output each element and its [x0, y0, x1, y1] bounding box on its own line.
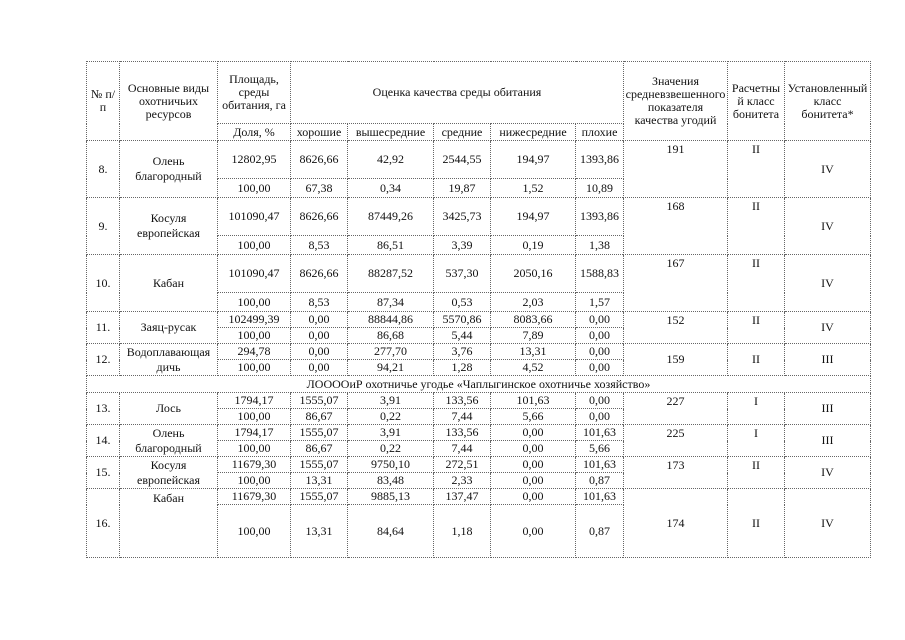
table-row	[87, 198, 871, 236]
cell-above: 87449,26	[348, 198, 434, 236]
cell-share-mid: 7,44	[434, 409, 491, 425]
cell-above: 9750,10	[348, 457, 434, 473]
cell-mean: 174	[624, 489, 728, 558]
cell-calc-class: II	[728, 255, 785, 312]
cell-bad: 101,63	[576, 457, 624, 473]
cell-mid: 3425,73	[434, 198, 491, 236]
col-mean-header: Значения средневзвешенного показателя качества угодий	[624, 62, 728, 141]
cell-area: 294,78	[218, 344, 291, 360]
cell-share-below: 0,00	[491, 505, 576, 558]
cell-share-good: 0,00	[291, 328, 348, 344]
cell-area: 11679,30	[218, 489, 291, 505]
table-row	[87, 255, 871, 293]
cell-bad: 101,63	[576, 489, 624, 505]
cell-share-mid: 0,53	[434, 293, 491, 312]
cell-good: 1555,07	[291, 425, 348, 441]
cell-above: 277,70	[348, 344, 434, 360]
cell-share: 100,00	[218, 473, 291, 489]
row-num: 16.	[87, 489, 120, 558]
table-row	[87, 457, 871, 473]
cell-share-good: 8,53	[291, 293, 348, 312]
cell-area: 1794,17	[218, 393, 291, 409]
col-bad-header: плохие	[576, 124, 624, 141]
cell-share-below: 4,52	[491, 360, 576, 376]
cell-share-bad: 5,66	[576, 441, 624, 457]
row-resource: Водоплавающая дичь	[120, 344, 218, 376]
cell-share-above: 84,64	[348, 505, 434, 558]
cell-calc-class: II	[728, 489, 785, 558]
cell-below: 101,63	[491, 393, 576, 409]
cell-share-bad: 0,87	[576, 505, 624, 558]
cell-share-mid: 1,28	[434, 360, 491, 376]
cell-area: 101090,47	[218, 198, 291, 236]
cell-set-class: IV	[785, 198, 871, 255]
cell-set-class: IV	[785, 141, 871, 198]
table-row	[87, 393, 871, 409]
cell-area: 11679,30	[218, 457, 291, 473]
row-resource: Кабан	[120, 489, 218, 558]
cell-set-class: IV	[785, 312, 871, 344]
cell-share-below: 5,66	[491, 409, 576, 425]
cell-share-good: 0,00	[291, 360, 348, 376]
cell-share: 100,00	[218, 328, 291, 344]
cell-bad: 0,00	[576, 393, 624, 409]
cell-set-class: III	[785, 425, 871, 457]
cell-set-class: III	[785, 344, 871, 376]
cell-area: 1794,17	[218, 425, 291, 441]
col-good-header: хорошие	[291, 124, 348, 141]
col-set-class-header: Установленный класс бонитета*	[785, 62, 871, 141]
cell-share-bad: 0,00	[576, 360, 624, 376]
cell-calc-class: I	[728, 393, 785, 425]
cell-below: 194,97	[491, 198, 576, 236]
col-resource-header: Основные виды охотничьих ресурсов	[120, 62, 218, 141]
cell-good: 0,00	[291, 312, 348, 328]
cell-below: 0,00	[491, 425, 576, 441]
col-area-header: Площадь, среды обитания, га	[218, 62, 291, 124]
cell-share-below: 0,19	[491, 236, 576, 255]
row-resource: Лось	[120, 393, 218, 425]
row-num: 14.	[87, 425, 120, 457]
cell-share-below: 0,00	[491, 441, 576, 457]
cell-set-class: III	[785, 393, 871, 425]
cell-mid: 5570,86	[434, 312, 491, 328]
cell-good: 0,00	[291, 344, 348, 360]
row-resource: Олень благородный	[120, 141, 218, 198]
cell-calc-class: II	[728, 344, 785, 376]
cell-share-bad: 0,00	[576, 328, 624, 344]
cell-share: 100,00	[218, 409, 291, 425]
cell-share: 100,00	[218, 179, 291, 198]
row-num: 11.	[87, 312, 120, 344]
cell-share-good: 86,67	[291, 409, 348, 425]
table-row	[87, 425, 871, 441]
cell-bad: 0,00	[576, 344, 624, 360]
cell-bad: 101,63	[576, 425, 624, 441]
cell-mid: 272,51	[434, 457, 491, 473]
cell-share-mid: 7,44	[434, 441, 491, 457]
cell-share-mid: 19,87	[434, 179, 491, 198]
col-mid-header: средние	[434, 124, 491, 141]
cell-share-below: 1,52	[491, 179, 576, 198]
cell-mean: 167	[624, 255, 728, 312]
cell-share: 100,00	[218, 505, 291, 558]
col-num-header: № п/п	[87, 62, 120, 141]
row-num: 9.	[87, 198, 120, 255]
cell-above: 3,91	[348, 425, 434, 441]
col-calc-class-header: Расчетный класс бонитета	[728, 62, 785, 141]
cell-share-above: 86,51	[348, 236, 434, 255]
cell-bad: 0,00	[576, 312, 624, 328]
cell-good: 1555,07	[291, 457, 348, 473]
cell-below: 0,00	[491, 457, 576, 473]
cell-calc-class: I	[728, 425, 785, 457]
cell-good: 8626,66	[291, 255, 348, 293]
cell-share-bad: 1,38	[576, 236, 624, 255]
cell-mean: 173	[624, 457, 728, 489]
habitat-quality-table	[86, 61, 871, 558]
cell-share-below: 0,00	[491, 473, 576, 489]
row-num: 15.	[87, 457, 120, 489]
cell-share: 100,00	[218, 236, 291, 255]
cell-bad: 1393,86	[576, 141, 624, 179]
cell-mean: 168	[624, 198, 728, 255]
cell-share-above: 83,48	[348, 473, 434, 489]
cell-mid: 537,30	[434, 255, 491, 293]
cell-share-good: 13,31	[291, 505, 348, 558]
cell-above: 88844,86	[348, 312, 434, 328]
row-resource: Косуля европейская	[120, 457, 218, 489]
cell-calc-class: II	[728, 457, 785, 489]
cell-share-bad: 1,57	[576, 293, 624, 312]
cell-mean: 159	[624, 344, 728, 376]
row-resource: Косуля европейская	[120, 198, 218, 255]
cell-share-above: 0,22	[348, 409, 434, 425]
col-below-header: нижесредние	[491, 124, 576, 141]
col-quality-header: Оценка качества среды обитания	[291, 62, 624, 124]
cell-mean: 227	[624, 393, 728, 425]
cell-good: 8626,66	[291, 198, 348, 236]
table-row	[87, 489, 871, 505]
cell-good: 1555,07	[291, 489, 348, 505]
cell-above: 3,91	[348, 393, 434, 409]
cell-share-below: 2,03	[491, 293, 576, 312]
cell-share-above: 0,22	[348, 441, 434, 457]
cell-bad: 1393,86	[576, 198, 624, 236]
row-resource: Заяц-русак	[120, 312, 218, 344]
row-num: 13.	[87, 393, 120, 425]
row-resource: Кабан	[120, 255, 218, 312]
cell-share-mid: 3,39	[434, 236, 491, 255]
section-title: ЛООООиР охотничье угодье «Чаплыгинское охотничье хозяйство»	[87, 376, 871, 393]
cell-calc-class: II	[728, 141, 785, 198]
cell-area: 102499,39	[218, 312, 291, 328]
table-row	[87, 312, 871, 328]
col-share-header: Доля, %	[218, 124, 291, 141]
cell-share-mid: 2,33	[434, 473, 491, 489]
cell-share-bad: 10,89	[576, 179, 624, 198]
cell-share-above: 87,34	[348, 293, 434, 312]
cell-share: 100,00	[218, 360, 291, 376]
cell-above: 42,92	[348, 141, 434, 179]
cell-share-above: 0,34	[348, 179, 434, 198]
cell-mean: 225	[624, 425, 728, 457]
cell-calc-class: II	[728, 312, 785, 344]
cell-share-mid: 5,44	[434, 328, 491, 344]
cell-share: 100,00	[218, 293, 291, 312]
cell-share-good: 8,53	[291, 236, 348, 255]
table-row	[87, 344, 871, 360]
cell-set-class: IV	[785, 457, 871, 489]
cell-above: 88287,52	[348, 255, 434, 293]
cell-share-above: 94,21	[348, 360, 434, 376]
row-num: 12.	[87, 344, 120, 376]
cell-good: 8626,66	[291, 141, 348, 179]
cell-above: 9885,13	[348, 489, 434, 505]
cell-mid: 133,56	[434, 393, 491, 409]
cell-share-good: 13,31	[291, 473, 348, 489]
col-above-header: вышесредние	[348, 124, 434, 141]
cell-bad: 1588,83	[576, 255, 624, 293]
table-row	[87, 141, 871, 179]
row-resource: Олень благородный	[120, 425, 218, 457]
cell-set-class: IV	[785, 255, 871, 312]
row-num: 10.	[87, 255, 120, 312]
cell-mid: 133,56	[434, 425, 491, 441]
cell-share-bad: 0,00	[576, 409, 624, 425]
cell-area: 12802,95	[218, 141, 291, 179]
cell-share-bad: 0,87	[576, 473, 624, 489]
cell-mid: 2544,55	[434, 141, 491, 179]
cell-set-class: IV	[785, 489, 871, 558]
cell-below: 8083,66	[491, 312, 576, 328]
cell-mid: 137,47	[434, 489, 491, 505]
cell-share-mid: 1,18	[434, 505, 491, 558]
cell-mid: 3,76	[434, 344, 491, 360]
cell-below: 194,97	[491, 141, 576, 179]
cell-share-below: 7,89	[491, 328, 576, 344]
cell-good: 1555,07	[291, 393, 348, 409]
row-num: 8.	[87, 141, 120, 198]
cell-below: 0,00	[491, 489, 576, 505]
cell-share-good: 86,67	[291, 441, 348, 457]
cell-share: 100,00	[218, 441, 291, 457]
cell-share-above: 86,68	[348, 328, 434, 344]
cell-share-good: 67,38	[291, 179, 348, 198]
cell-calc-class: II	[728, 198, 785, 255]
cell-below: 2050,16	[491, 255, 576, 293]
cell-area: 101090,47	[218, 255, 291, 293]
cell-below: 13,31	[491, 344, 576, 360]
cell-mean: 191	[624, 141, 728, 198]
section-row	[87, 376, 871, 393]
cell-mean: 152	[624, 312, 728, 344]
